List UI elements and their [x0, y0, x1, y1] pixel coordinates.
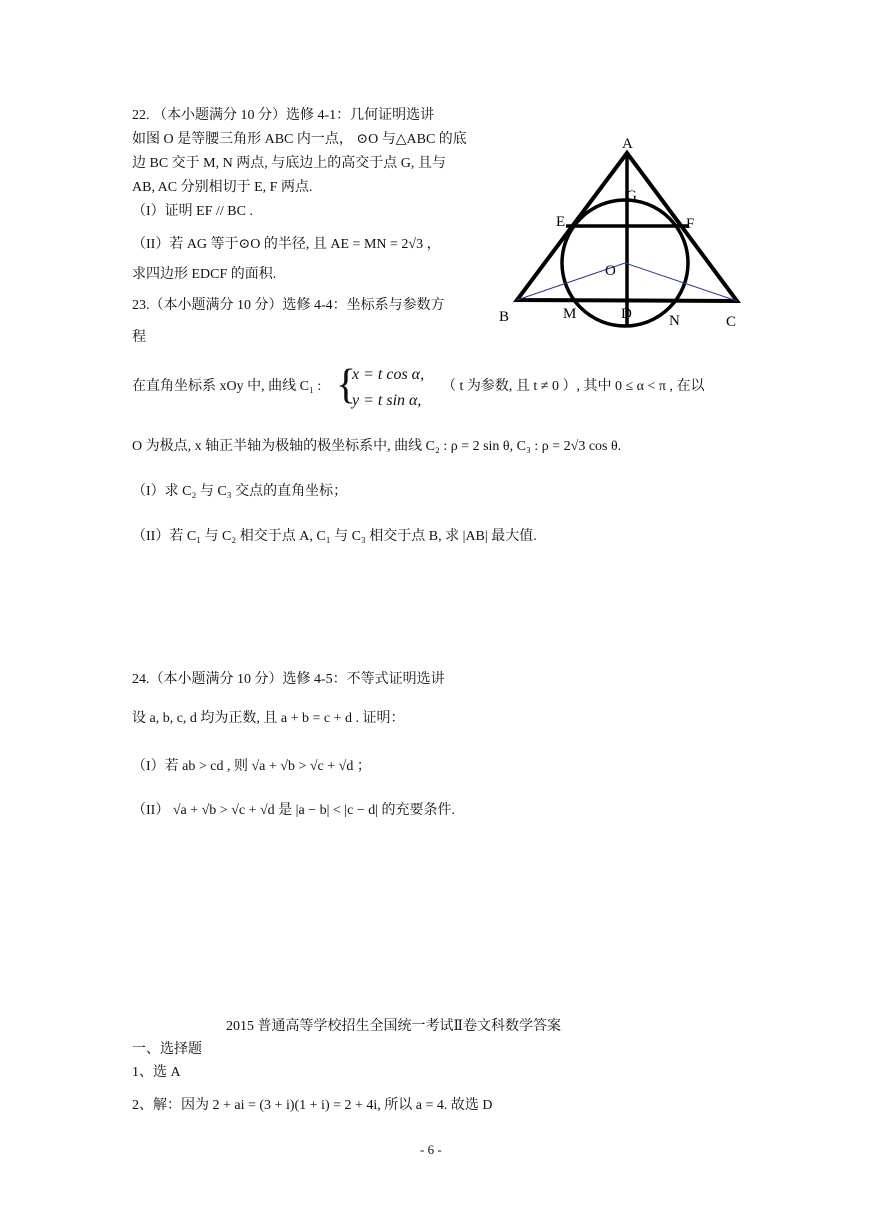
label-c: C — [726, 314, 737, 330]
label-o: O — [605, 263, 616, 279]
label-e: E — [556, 214, 566, 230]
circle-o — [562, 200, 688, 326]
p23-system-line1: x = t cos α, — [352, 366, 425, 383]
p24-line1: 24.（本小题满分 10 分）选修 4-5：不等式证明选讲 — [132, 672, 445, 687]
p23-line3b: （ t 为参数, 且 t ≠ 0 ）, 其中 0 ≤ α < π , 在以 — [442, 379, 705, 394]
label-b: B — [499, 309, 510, 325]
p22-line1: 22. （本小题满分 10 分）选修 4-1：几何证明选讲 — [132, 108, 435, 123]
answers-section: 一、选择题 — [132, 1042, 202, 1057]
label-d: D — [621, 306, 632, 322]
page-number: - 6 - — [420, 1142, 442, 1157]
p24-line2: 设 a, b, c, d 均为正数, 且 a + b = c + d . 证明： — [132, 711, 405, 726]
answers-title: 2015 普通高等学校招生全国统一考试Ⅱ卷文科数学答案 — [226, 1019, 562, 1034]
p23-line4: O 为极点, x 轴正半轴为极轴的极坐标系中, 曲线 C₂ : ρ = 2 sin θ, C₃ : ρ = 2√3 cos θ. — [132, 439, 622, 454]
p24-question1: （I）若 ab > cd , 则 √a + √b > √c + √d ； — [132, 759, 371, 774]
p23-question2: （II）若 C₁ 与 C₂ 相交于点 A, C₁ 与 C₃ 相交于点 B, 求 |AB| 最大值. — [132, 529, 537, 544]
label-a: A — [622, 136, 633, 152]
p24-question2: （II） √a + √b > √c + √d 是 |a − b| < |c − d| 的充要条件. — [132, 803, 455, 818]
segment-ob — [517, 263, 625, 300]
label-m: M — [563, 306, 577, 322]
label-g: G — [626, 188, 637, 204]
p22-question3: 求四边形 EDCF 的面积. — [132, 267, 277, 282]
p22-line2: 如图 O 是等腰三角形 ABC 内一点， ⊙O 与△ABC 的底 — [132, 132, 467, 147]
label-f: F — [686, 216, 695, 232]
p23-line3a: 在直角坐标系 xOy 中, 曲线 C₁ : — [132, 379, 322, 394]
segment-oc — [625, 263, 737, 301]
answer-1: 1、选 A — [132, 1065, 181, 1080]
p23-line1: 23.（本小题满分 10 分）选修 4-4：坐标系与参数方 — [132, 298, 445, 313]
p23-line2: 程 — [132, 330, 146, 345]
p22-question1: （I）证明 EF // BC . — [132, 204, 253, 219]
p22-question2: （II）若 AG 等于⊙O 的半径, 且 AE = MN = 2√3 ， — [132, 237, 441, 252]
p23-system-line2: y = t sin α, — [352, 392, 422, 409]
label-n: N — [669, 313, 680, 329]
triangle-abc — [517, 153, 737, 301]
system-brace: { — [336, 362, 357, 408]
p22-line4: AB, AC 分别相切于 E, F 两点. — [132, 180, 313, 195]
answer-2: 2、解：因为 2 + ai = (3 + i)(1 + i) = 2 + 4i, 所以 a = 4. 故选 D — [132, 1098, 493, 1113]
p23-question1: （I）求 C₂ 与 C₃ 交点的直角坐标； — [132, 484, 348, 499]
p22-line3: 边 BC 交于 M, N 两点, 与底边上的高交于点 G, 且与 — [132, 156, 446, 171]
